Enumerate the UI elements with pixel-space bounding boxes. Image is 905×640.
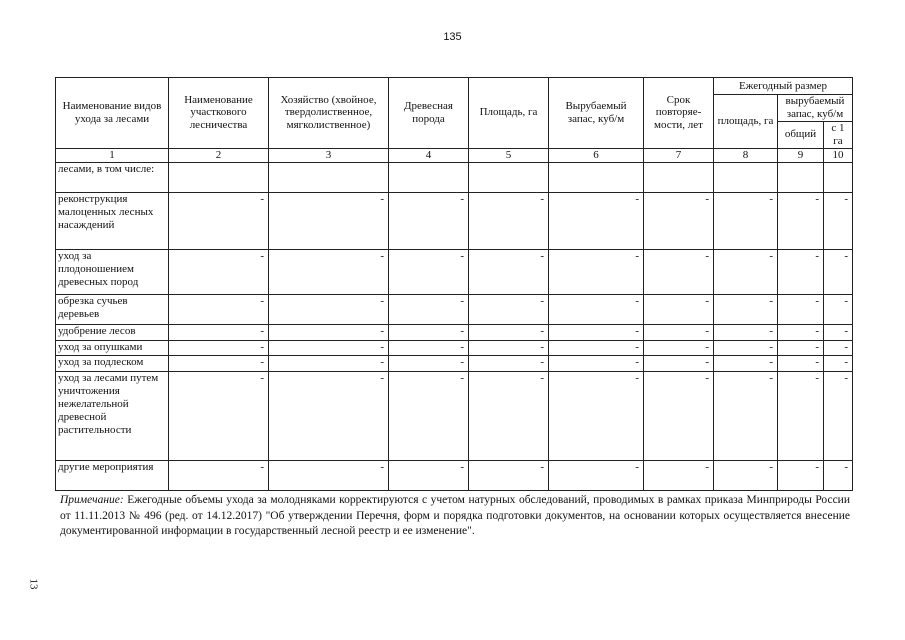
table-cell: - — [269, 460, 389, 490]
table-cell: - — [549, 294, 644, 324]
table-cell — [824, 162, 853, 192]
table-cell: - — [644, 371, 714, 460]
table-cell: - — [549, 371, 644, 460]
table-cell: - — [714, 324, 778, 340]
care-type-name: уход за лесами путем уничтожения нежелательной древесной растительности — [56, 371, 169, 460]
footnote-text: Ежегодные объемы ухода за молодняками корректируются с учетом натурных обследований, проводимых в рамках приказа Минприроды России от 11.11.2013 № 496 (ред. от 14.12.2017) "Об утверждении Перечня, форм и порядка подготовки документов, на основании которых осуществляется внесение документированной информации в государственный лесной реестр и ее изменение". — [60, 494, 850, 538]
table-cell: - — [169, 355, 269, 371]
table-cell: - — [549, 460, 644, 490]
table-cell: - — [714, 340, 778, 355]
table-cell: - — [469, 340, 549, 355]
table-cell: - — [644, 249, 714, 294]
table-cell: - — [389, 324, 469, 340]
forest-care-table — [55, 77, 853, 491]
table-row — [56, 192, 853, 249]
table-cell — [389, 162, 469, 192]
table-cell: - — [469, 192, 549, 249]
table-cell: - — [169, 249, 269, 294]
table-cell — [644, 162, 714, 192]
care-type-name: лесами, в том числе: — [56, 162, 169, 192]
table-cell: - — [824, 371, 853, 460]
care-type-name: реконструкция малоценных лесных насаждений — [56, 192, 169, 249]
table-cell: - — [389, 249, 469, 294]
table-cell: - — [269, 249, 389, 294]
table-cell: - — [644, 324, 714, 340]
table-cell: - — [549, 324, 644, 340]
table-cell: - — [269, 324, 389, 340]
table-cell: - — [824, 324, 853, 340]
header-period: Срок повторяе-мости, лет — [644, 78, 714, 149]
table-cell: - — [644, 355, 714, 371]
table-cell: - — [549, 192, 644, 249]
table-cell: - — [778, 371, 824, 460]
table-row — [56, 340, 853, 355]
table-cell: - — [169, 192, 269, 249]
side-page-number: 13 — [27, 578, 40, 590]
table-cell: - — [169, 371, 269, 460]
table-cell: - — [824, 460, 853, 490]
table-cell: - — [714, 294, 778, 324]
table-cell: - — [169, 294, 269, 324]
header-care-type: Наименование видов ухода за лесами — [56, 78, 169, 149]
table-cell: - — [778, 324, 824, 340]
table-cell: - — [469, 324, 549, 340]
table-cell: - — [644, 340, 714, 355]
table-cell: - — [778, 294, 824, 324]
table-cell: - — [824, 340, 853, 355]
table-cell: - — [469, 460, 549, 490]
header-annual-stock: вырубаемый запас, куб/м — [778, 95, 853, 122]
table-cell: - — [389, 371, 469, 460]
table-cell — [169, 162, 269, 192]
care-type-name: другие мероприятия — [56, 460, 169, 490]
table-cell: - — [549, 355, 644, 371]
table-cell: - — [714, 355, 778, 371]
header-total: общий — [778, 122, 824, 149]
table-cell: - — [549, 249, 644, 294]
table-cell: - — [269, 294, 389, 324]
care-type-name: уход за плодоношением древесных пород — [56, 249, 169, 294]
table-cell: - — [169, 324, 269, 340]
table-row — [56, 460, 853, 490]
table-cell: - — [644, 192, 714, 249]
table-cell: - — [469, 294, 549, 324]
care-type-name: удобрение лесов — [56, 324, 169, 340]
table-cell: - — [714, 460, 778, 490]
table-cell: - — [469, 249, 549, 294]
column-number-row — [56, 148, 853, 162]
header-annual-area: площадь, га — [714, 95, 778, 149]
table-cell: - — [778, 355, 824, 371]
care-type-name: обрезка сучьев деревьев — [56, 294, 169, 324]
table-cell: - — [644, 460, 714, 490]
table-row — [56, 162, 853, 192]
table-cell: - — [778, 249, 824, 294]
header-per-ha: с 1 га — [824, 122, 853, 149]
table-cell — [469, 162, 549, 192]
care-type-name: уход за подлеском — [56, 355, 169, 371]
table-cell: - — [389, 355, 469, 371]
table-cell: - — [389, 294, 469, 324]
table-cell: - — [389, 460, 469, 490]
header-district: Наименование участкового лесничества — [169, 78, 269, 149]
column-number: 6 — [549, 148, 644, 162]
table-cell — [714, 162, 778, 192]
table-cell: - — [269, 192, 389, 249]
table-row — [56, 249, 853, 294]
table-cell: - — [469, 355, 549, 371]
table-cell: - — [269, 355, 389, 371]
column-number: 3 — [269, 148, 389, 162]
table-cell: - — [824, 355, 853, 371]
table-cell: - — [549, 340, 644, 355]
table-row — [56, 324, 853, 340]
column-number: 9 — [778, 148, 824, 162]
table-cell: - — [824, 294, 853, 324]
table-cell: - — [269, 340, 389, 355]
header-economy: Хозяйство (хвойное, твердолиственное, мягколиственное) — [269, 78, 389, 149]
table-row — [56, 371, 853, 460]
care-type-name: уход за опушками — [56, 340, 169, 355]
page-number: 135 — [443, 31, 462, 43]
table-cell: - — [169, 340, 269, 355]
table-cell — [269, 162, 389, 192]
table-cell: - — [824, 192, 853, 249]
table-row — [56, 355, 853, 371]
table-row — [56, 294, 853, 324]
column-number: 2 — [169, 148, 269, 162]
table-cell: - — [824, 249, 853, 294]
table-cell: - — [644, 294, 714, 324]
column-number: 8 — [714, 148, 778, 162]
table-cell: - — [389, 192, 469, 249]
table-cell: - — [269, 371, 389, 460]
table-cell: - — [714, 192, 778, 249]
table-cell: - — [714, 249, 778, 294]
column-number: 5 — [469, 148, 549, 162]
header-annual: Ежегодный размер — [714, 78, 853, 95]
table-cell: - — [714, 371, 778, 460]
column-number: 7 — [644, 148, 714, 162]
footnote — [60, 493, 850, 540]
header-area: Площадь, га — [469, 78, 549, 149]
column-number: 1 — [56, 148, 169, 162]
table-cell: - — [778, 460, 824, 490]
column-number: 4 — [389, 148, 469, 162]
table-cell: - — [389, 340, 469, 355]
table-cell: - — [778, 192, 824, 249]
footnote-label: Примечание: — [60, 494, 124, 506]
table-cell: - — [778, 340, 824, 355]
table-cell: - — [469, 371, 549, 460]
table-cell — [778, 162, 824, 192]
table-cell: - — [169, 460, 269, 490]
table-cell — [549, 162, 644, 192]
header-stock: Вырубаемый запас, куб/м — [549, 78, 644, 149]
header-species: Древесная порода — [389, 78, 469, 149]
column-number: 10 — [824, 148, 853, 162]
